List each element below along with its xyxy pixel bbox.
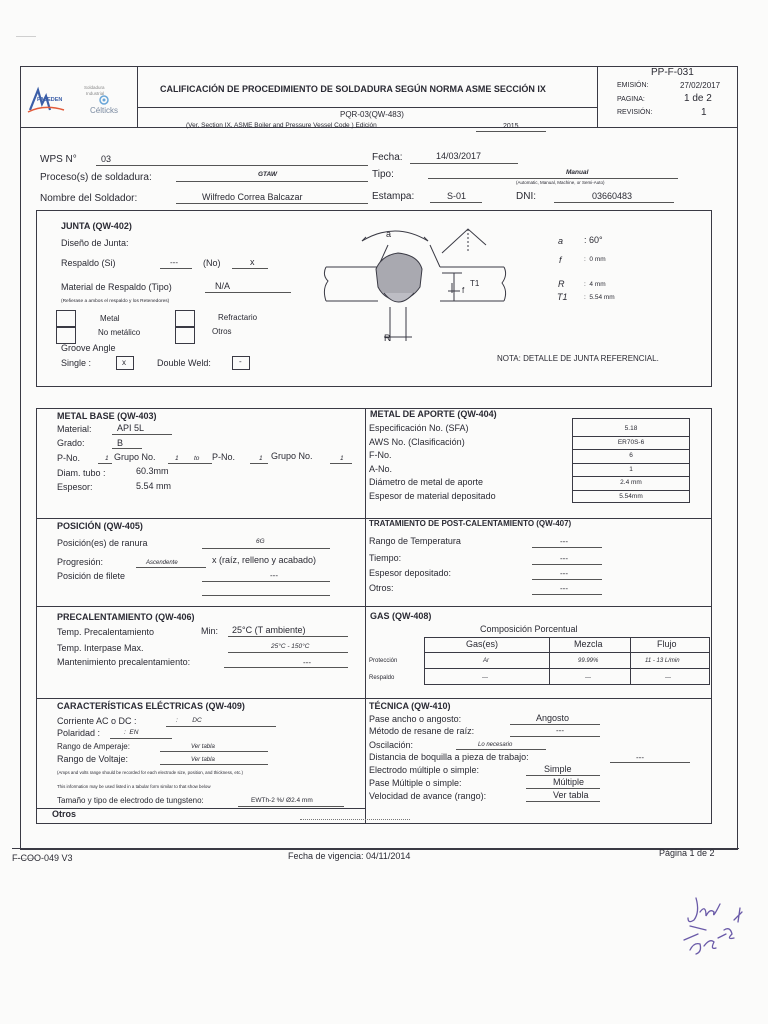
espesor-value: 5.54 mm [136, 481, 172, 491]
pase-multiple-value: Múltiple [553, 777, 585, 787]
wps-value: 03 [101, 154, 112, 164]
metal-label: Metal [100, 314, 120, 323]
tamano-label: Tamaño y tipo de electrodo de tungsteno: [57, 796, 204, 805]
pno-value: 1 [105, 455, 109, 462]
filete-label: Posición de filete [57, 571, 126, 581]
single-weld-value: x [122, 358, 126, 367]
material-respaldo-value: N/A [215, 281, 231, 291]
gas-composicion: Composición Porcentual [480, 624, 578, 634]
logo-small-text: Soldadura [84, 85, 105, 90]
pagina-label: PAGINA: [617, 96, 645, 103]
grado-value: B [117, 438, 124, 448]
diagram-a-label: a [386, 229, 392, 239]
param-r-symbol: R [558, 279, 565, 289]
gas-respaldo-gas: --- [482, 675, 488, 681]
tiempo-label: Tiempo: [369, 553, 402, 563]
pase-multiple-label: Pase Múltiple o simple: [369, 778, 462, 788]
diam-label: Diam. tubo : [57, 468, 106, 478]
espesor-label: Espesor: [57, 482, 93, 492]
dni-label: DNI: [516, 191, 536, 202]
logo-text-primary: FAJEDEN [37, 97, 63, 103]
param-f-text: 0 mm [589, 256, 606, 263]
metal-aporte-title: METAL DE APORTE (QW-404) [370, 409, 497, 419]
metal-aporte-row-label: Especificación No. (SFA) [369, 423, 469, 433]
otros-dotted-line [300, 819, 410, 820]
resane-label: Método de resane de raíz: [369, 726, 475, 736]
progresion-value: Ascendente [146, 560, 178, 566]
pno-label: P-No. [57, 453, 81, 463]
metal-aporte-row-value: ER70S-6 [617, 438, 645, 446]
gas-title: GAS (QW-408) [370, 611, 432, 621]
metal-aporte-row-value: 6 [629, 452, 633, 459]
metal-aporte-row-value: 1 [629, 465, 633, 473]
tipo-value: Manual [566, 169, 589, 176]
polaridad-label: Polaridad : [57, 728, 101, 738]
tamano-value: EWTh-2 %/ Ø2.4 mm [251, 797, 313, 804]
resane-value: --- [556, 726, 564, 735]
electricas-otros-label: Otros [52, 809, 77, 819]
otros-label: Otros [212, 327, 232, 336]
gas-proteccion-label: Protección [369, 658, 398, 664]
metal-aporte-row-divider [572, 490, 690, 491]
electricas-title: CARACTERÍSTICAS ELÉCTRICAS (QW-409) [57, 701, 245, 711]
param-f-value: : 0 mm [584, 256, 606, 263]
grupo2-value: 1 [340, 455, 344, 462]
material-respaldo-note: (Refierase a ambos el respaldo y los Retenedores) [61, 299, 170, 304]
precalentamiento-title: PRECALENTAMIENTO (QW-406) [57, 612, 195, 622]
metal-aporte-row-value: 5.54mm [619, 492, 643, 500]
metal-aporte-row-label: AWS No. (Clasificación) [369, 436, 465, 447]
metal-base-title: METAL BASE (QW-403) [57, 411, 157, 421]
oscilacion-value: Lo necesario [478, 742, 513, 748]
junta-nota: NOTA: DETALLE DE JUNTA REFERENCIAL. [497, 354, 659, 363]
respaldo-si-value: --- [170, 258, 178, 267]
refractario-label: Refractario [218, 313, 258, 322]
param-t1-text: 5.54 mm [589, 294, 615, 301]
distancia-value: --- [636, 753, 644, 762]
pno2-value: 1 [259, 455, 263, 462]
distancia-label: Distancia de boquilla a pieza de trabajo: [369, 752, 529, 762]
metal-checkbox[interactable] [56, 310, 76, 327]
pqr-code: PQR-03(QW-483) [340, 110, 404, 119]
respaldo-no-value: x [250, 257, 255, 267]
interpase-value: 25°C - 150°C [271, 643, 310, 650]
to-text: to [194, 455, 200, 462]
company-logo [24, 84, 134, 120]
logo-text-secondary: Célticks [90, 106, 119, 115]
ranura-value: 6G [256, 538, 265, 545]
material-respaldo-label: Material de Respaldo (Tipo) [61, 282, 172, 292]
respaldo-no-label: (No) [203, 258, 221, 268]
revision-label: REVISIÓN: [617, 109, 653, 116]
metal-aporte-row-value: 2.4 mm [620, 479, 642, 486]
param-t1-value: : 5.54 mm [584, 294, 615, 301]
metal-aporte-row-label: F-No. [369, 450, 392, 460]
param-t1-symbol: T1 [557, 292, 568, 302]
corriente-label: Corriente AC o DC : [57, 716, 137, 726]
espesor-depositado-label: Espesor depositado: [369, 568, 452, 578]
interpase-label: Temp. Interpase Max. [57, 643, 144, 653]
tratamiento-otros-label: Otros: [369, 583, 394, 593]
metal-aporte-row-label: Espesor de material depositado [369, 490, 496, 501]
amperaje-value: Ver tabla [191, 744, 215, 750]
otros-checkbox[interactable] [175, 327, 195, 344]
footer-vigencia: Fecha de vigencia: 04/11/2014 [288, 851, 411, 861]
tipo-label: Tipo: [372, 169, 394, 180]
estampa-value: S-01 [447, 191, 467, 201]
proceso-label: Proceso(s) de soldadura: [40, 172, 152, 183]
diagram-t1-label: T1 [470, 279, 480, 288]
revision-value: 1 [701, 107, 707, 118]
respaldo-si-label: Respaldo (Si) [61, 258, 116, 268]
junta-title: JUNTA (QW-402) [61, 221, 132, 231]
footer-form-code: F-COO-049 V3 [12, 853, 73, 863]
dni-value: 03660483 [592, 191, 633, 201]
grupo-label: Grupo No. [114, 452, 156, 462]
metal-aporte-row-value: 5.18 [624, 425, 638, 432]
diagram-f-label: f [462, 286, 465, 295]
grupo-value: 1 [175, 455, 179, 462]
handwritten-signature [676, 890, 756, 980]
metal-aporte-row-label: Diámetro de metal de aporte [369, 477, 484, 487]
param-a-symbol: a [558, 236, 564, 246]
logo-small-text: Industrial [86, 91, 105, 96]
param-a-value: : 60° [584, 235, 603, 245]
pase-ancho-label: Pase ancho o angosto: [369, 714, 462, 724]
wps-label: WPS N° [40, 154, 77, 165]
groove-angle-label: Groove Angle [61, 343, 116, 353]
grado-label: Grado: [57, 438, 85, 448]
electrodo-multiple-value: Simple [544, 764, 572, 774]
diseno-label: Diseño de Junta: [61, 238, 129, 248]
form-subtitle: (Ver, Section IX, ASME Boiler and Pressure Vessel Code ) Edición [186, 122, 377, 129]
form-title: CALIFICACIÓN DE PROCEDIMIENTO DE SOLDADURA SEGÚN NORMA ASME SECCIÓN IX [160, 84, 546, 94]
weld-groove-icon [322, 223, 512, 348]
voltaje-value: Ver tabla [191, 757, 215, 763]
param-r-text: 4 mm [589, 281, 606, 288]
metal-aporte-row-divider [572, 436, 690, 437]
electricas-note-1: (Amps and volts range should be recorded for each electrode size, position, and thickness, etc.) [57, 770, 243, 775]
progresion-label: Progresión: [57, 557, 104, 567]
mantenimiento-value: --- [303, 658, 311, 667]
tecnica-title: TÉCNICA (QW-410) [369, 701, 451, 711]
pagina-value: 1 de 2 [684, 93, 712, 104]
refractario-checkbox[interactable] [175, 310, 195, 327]
grupo2-label: Grupo No. [271, 451, 313, 461]
soldador-value: Wilfredo Correa Balcazar [202, 192, 303, 202]
gas-col-gases: Gas(es) [466, 639, 499, 649]
metal-base-material-value: API 5L [117, 423, 145, 433]
emision-label: EMISIÓN: [617, 82, 649, 89]
posicion-title: POSICIÓN (QW-405) [57, 521, 143, 531]
gas-proteccion-gas: Ar [483, 658, 489, 664]
fecha-label: Fecha: [372, 152, 403, 163]
mantenimiento-label: Mantenimiento precalentamiento: [57, 657, 191, 667]
min-label: Min: [201, 626, 219, 636]
diam-value: 60.3mm [136, 466, 169, 476]
footer-page: Página 1 de 2 [659, 848, 715, 858]
tiempo-value: --- [560, 554, 568, 563]
electricas-note-2: This information may be used listed in a tabular form similar to that show below [57, 784, 211, 789]
gas-respaldo-flujo: --- [665, 675, 671, 681]
gas-proteccion-mezcla: 99.99% [578, 658, 599, 664]
weld-joint-diagram [322, 223, 512, 348]
tratamiento-otros-value: --- [560, 584, 568, 593]
corriente-value: : DC [176, 717, 202, 724]
corriente-text: DC [192, 717, 202, 724]
polaridad-text: EN [129, 729, 139, 736]
gas-proteccion-flujo: 11 - 13 L/min [645, 658, 680, 664]
progresion-note: x (raíz, relleno y acabado) [212, 555, 317, 565]
gas-respaldo-label: Respaldo [369, 675, 395, 681]
velocidad-label: Velocidad de avance (rango): [369, 791, 487, 801]
diagram-r-label: R [384, 333, 391, 343]
pno2-label: P-No. [212, 452, 236, 462]
temp-precal-value: 25°C (T ambiente) [232, 625, 306, 635]
oscilacion-label: Oscilación: [369, 740, 414, 750]
gas-respaldo-mezcla: --- [585, 675, 591, 681]
single-label: Single : [61, 358, 92, 368]
filete-value: --- [270, 571, 278, 580]
rango-temp-label: Rango de Temperatura [369, 536, 461, 546]
espesor-depositado-value: --- [560, 569, 568, 578]
rango-temp-value: --- [560, 537, 568, 546]
voltaje-label: Rango de Voltaje: [57, 754, 129, 764]
metal-aporte-row-label: A-No. [369, 463, 393, 474]
gas-col-mezcla: Mezcla [574, 639, 603, 649]
scan-edge-mark [16, 36, 36, 37]
tipo-note: (Automatic, Manual, Machine, or Semi-Auto) [516, 180, 605, 185]
param-f-symbol: f [559, 255, 562, 265]
param-r-value: : 4 mm [584, 281, 606, 288]
velocidad-value: Ver tabla [553, 790, 589, 800]
fecha-value: 14/03/2017 [436, 151, 482, 161]
amperaje-label: Rango de Amperaje: [57, 742, 130, 751]
form-code: PP-F-031 [651, 67, 694, 78]
polaridad-value: : EN [124, 729, 139, 736]
proceso-value: GTAW [258, 171, 278, 178]
no-metalico-checkbox[interactable] [56, 327, 76, 344]
ranura-label: Posición(es) de ranura [57, 538, 148, 548]
gas-col-flujo: Flujo [657, 639, 677, 649]
metal-aporte-row-divider [572, 449, 690, 450]
electrodo-multiple-label: Electrodo múltiple o simple: [369, 765, 480, 775]
edition-year: 2015 [503, 123, 519, 130]
metal-aporte-row-divider [572, 463, 690, 464]
pase-ancho-value: Angosto [536, 713, 570, 723]
metal-aporte-row-divider [572, 476, 690, 477]
metal-base-material-label: Material: [57, 424, 92, 434]
param-a-text: 60° [589, 235, 603, 245]
double-weld-value: - [239, 357, 242, 366]
tratamiento-title: TRATAMIENTO DE POST-CALENTAMIENTO (QW-407) [369, 519, 572, 528]
double-weld-label: Double Weld: [157, 358, 211, 368]
emision-value: 27/02/2017 [680, 81, 721, 90]
soldador-label: Nombre del Soldador: [40, 193, 138, 204]
no-metalico-label: No metálico [98, 328, 141, 337]
temp-precal-label: Temp. Precalentamiento [57, 627, 155, 637]
estampa-label: Estampa: [372, 191, 415, 202]
signature-icon [676, 890, 756, 980]
